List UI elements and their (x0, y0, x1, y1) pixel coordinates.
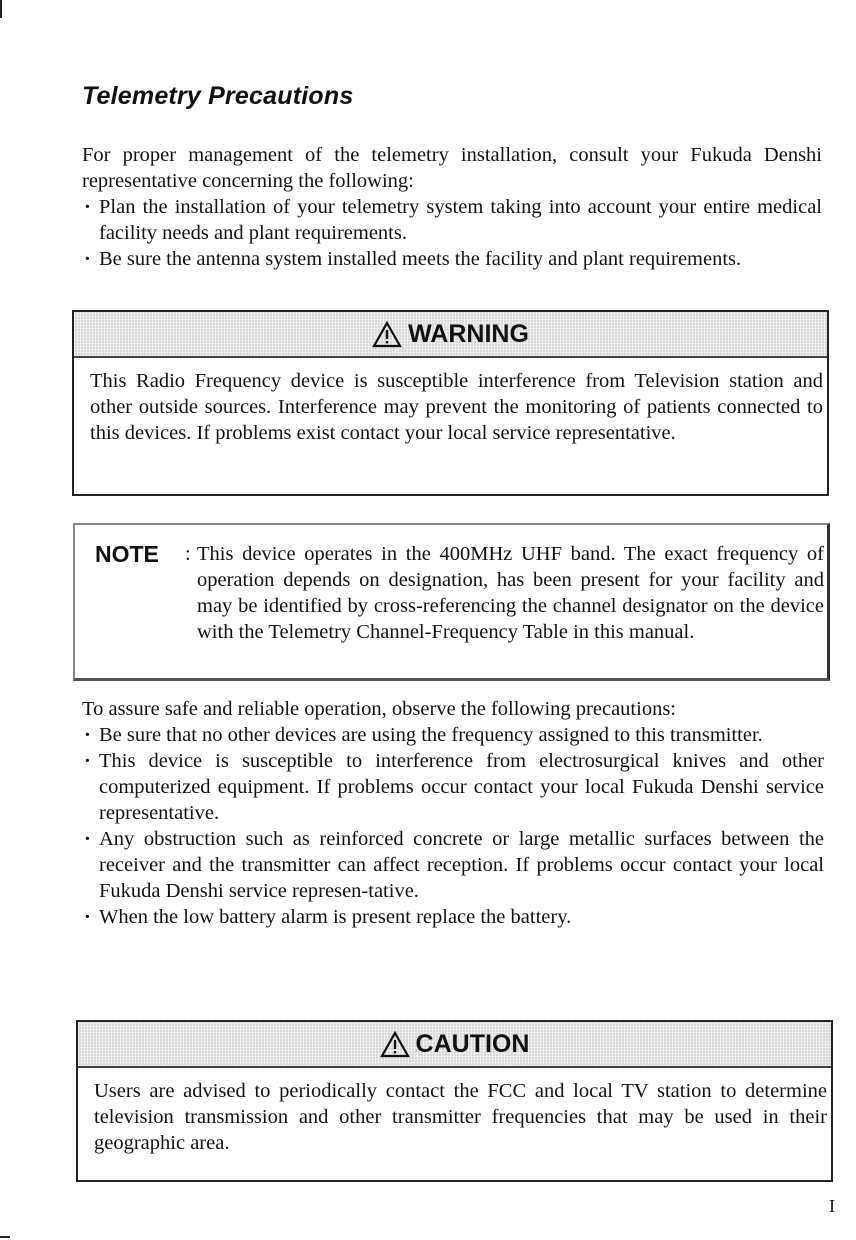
note-colon: : (185, 543, 191, 565)
intro-bullet-list (82, 194, 822, 272)
list-item: · Be sure that no other devices are using the frequency assigned to this transmitter. (82, 722, 824, 748)
precautions-section (82, 696, 824, 930)
list-item: · When the low battery alarm is present replace the battery. (82, 904, 824, 930)
precautions-text: To assure safe and reliable operation, observe the following precautions: (82, 698, 676, 720)
warning-triangle-icon (380, 1031, 410, 1058)
scan-mark-top (0, 0, 2, 18)
list-item: · Any obstruction such as reinforced concrete or large metallic surfaces between the receiver and the transmitter can affect reception. If problems occur contact your local Fukuda Denshi service represen-tative. (82, 826, 824, 904)
page-title: Telemetry Precautions (82, 82, 354, 110)
list-item: · This device is susceptible to interference from electrosurgical knives and other computerized equipment. If problems occur contact your local Fukuda Denshi service representative. (82, 748, 824, 826)
warning-triangle-icon (372, 321, 402, 348)
warning-header (74, 312, 827, 358)
page-number: I (829, 1196, 835, 1216)
intro-text: For proper management of the telemetry installation, consult your Fukuda Denshi representative concerning the following: (82, 144, 822, 192)
warning-heading: WARNING (408, 319, 529, 348)
list-item: · Plan the installation of your telemetry system taking into account your entire medical facility needs and plant requirements. (82, 194, 822, 246)
warning-box (72, 310, 829, 496)
note-label: NOTE (95, 541, 159, 567)
caution-header (78, 1022, 831, 1068)
intro-section (82, 142, 822, 272)
note-text: This device operates in the 400MHz UHF band. The exact frequency of operation depends on designation, has been present for your facility and may be identified by cross-referencing the channel designator on the device with the Telemetry Channel-Frequency Table in this manual. (197, 543, 824, 643)
caution-heading: CAUTION (415, 1029, 530, 1058)
precautions-bullet-list (82, 722, 824, 930)
list-item: · Be sure the antenna system installed meets the facility and plant requirements. (82, 246, 822, 272)
caution-body: Users are advised to periodically contact the FCC and local TV station to determine television transmission and other transmitter frequencies that may be used in their geographic area. (94, 1080, 827, 1154)
scan-mark-bottom (0, 1236, 10, 1238)
caution-box (76, 1020, 833, 1182)
warning-body: This Radio Frequency device is susceptible interference from Television station and other outside sources. Interference may prevent the monitoring of patients connected to this devices. If problems exist contact your local service representative. (90, 370, 823, 444)
note-box (73, 523, 830, 681)
